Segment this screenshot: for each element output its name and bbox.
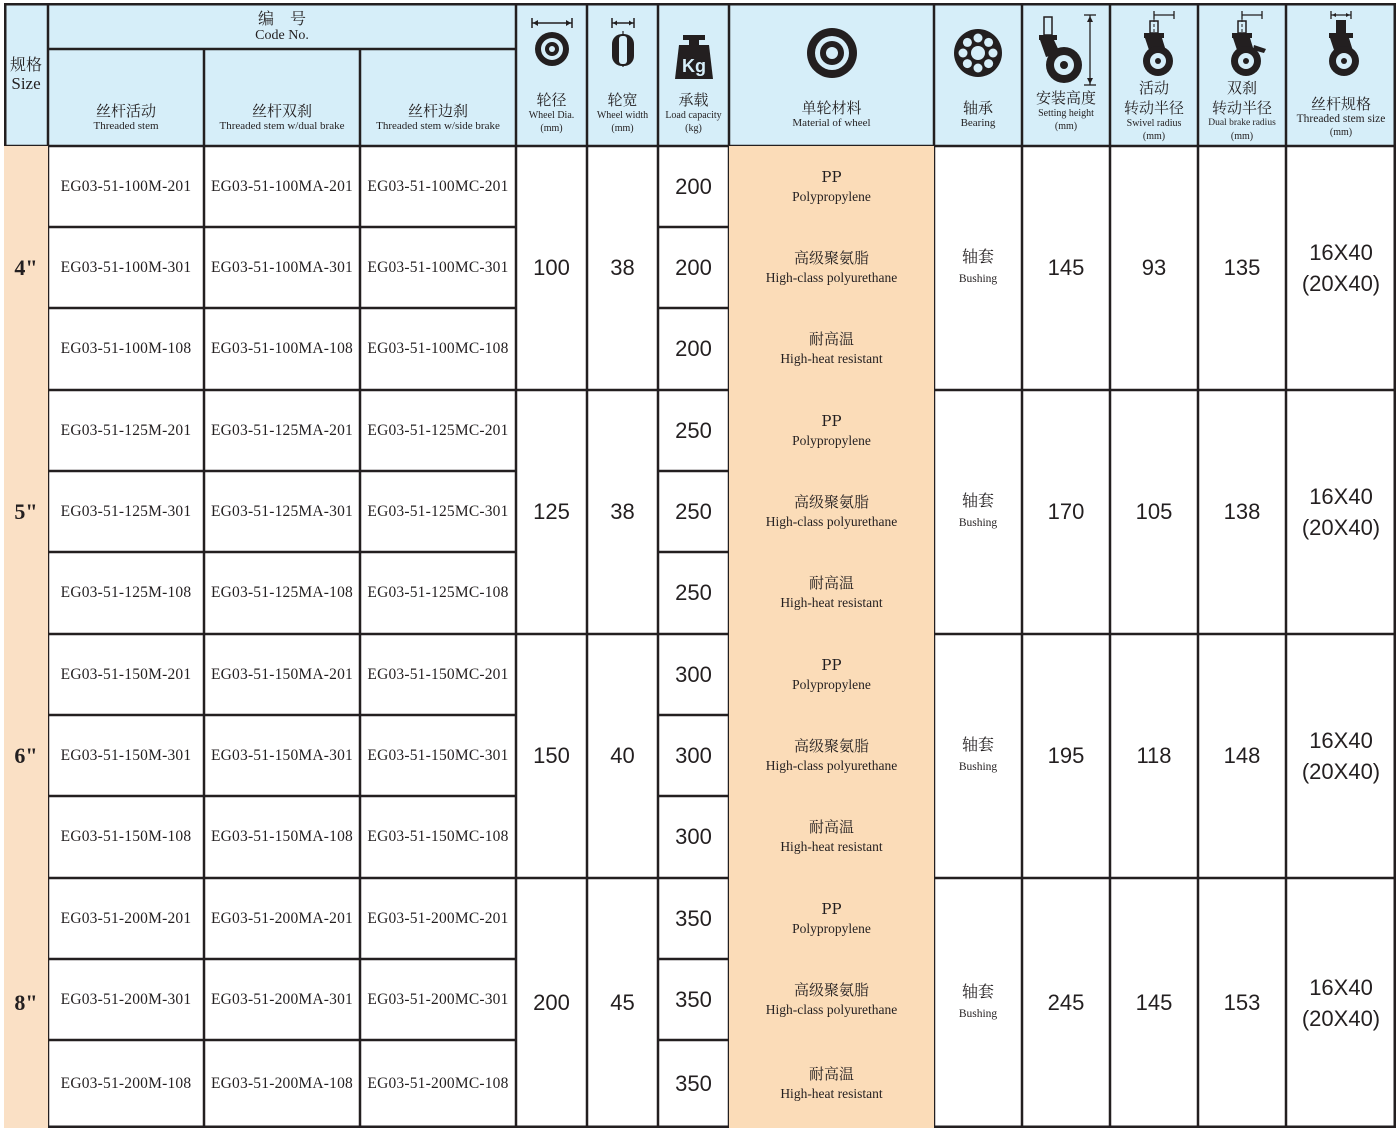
header-size — [4, 3, 48, 146]
code-threaded-stem — [48, 1040, 204, 1128]
wheel-dia-cell — [516, 634, 587, 878]
header-load-unit: (kg) — [685, 123, 702, 134]
material-en: High-class polyurethane — [765, 513, 898, 529]
stem-line1: 16X40 — [1309, 975, 1373, 1000]
size-cell — [4, 878, 48, 1128]
code-dual-brake — [204, 227, 360, 308]
code-mc: EG03-51-150MC-201 — [367, 665, 509, 683]
code-side-brake — [360, 308, 516, 390]
code-dual-brake — [204, 959, 360, 1040]
code-mc: EG03-51-100MC-201 — [367, 177, 509, 195]
code-ma: EG03-51-150MA-108 — [210, 828, 354, 845]
header-dual-brake-zh: 丝杆双刹 — [251, 102, 312, 120]
load-cell — [658, 796, 729, 878]
header-swivel-radius-en: Swivel radius — [1126, 118, 1182, 129]
swivel-radius-cell — [1110, 634, 1198, 878]
load-cell — [658, 552, 729, 634]
code-mc: EG03-51-150MC-108 — [367, 828, 509, 845]
header-bearing-en: Bearing — [960, 117, 996, 129]
code-dual-brake — [204, 715, 360, 796]
load-value: 200 — [675, 173, 712, 199]
code-ma: EG03-51-150MA-201 — [210, 665, 354, 683]
swivel-radius-cell — [1110, 146, 1198, 390]
code-side-brake — [360, 227, 516, 308]
header-side-brake-zh: 丝杆边刹 — [407, 102, 468, 120]
header-wheel-dia-en: Wheel Dia. — [528, 110, 575, 121]
load-cell — [658, 959, 729, 1040]
material-en: High-class polyurethane — [765, 269, 898, 285]
setting-height-cell — [1022, 634, 1110, 878]
header-swivel-radius-zh1: 活动 — [1138, 79, 1169, 97]
header-swivel-radius-zh2: 转动半径 — [1123, 99, 1184, 117]
header-wheel-width-en: Wheel width — [596, 110, 649, 121]
header-threaded-stem — [48, 49, 204, 146]
material-cell — [729, 552, 934, 634]
code-ma: EG03-51-200MA-108 — [210, 1075, 354, 1092]
stem-line2: (20X40) — [1301, 271, 1381, 296]
load-value: 250 — [675, 417, 712, 443]
material-cell — [729, 471, 934, 552]
wheel-width-value: 38 — [610, 499, 635, 524]
load-cell — [658, 634, 729, 715]
header-setting-height-unit: (mm) — [1054, 121, 1078, 132]
code-m: EG03-51-200M-108 — [60, 1075, 192, 1092]
load-value: 250 — [675, 498, 712, 524]
bearing-cell — [934, 390, 1022, 634]
code-mc: EG03-51-200MC-201 — [367, 909, 509, 927]
wheel-dia-cell — [516, 878, 587, 1128]
material-en: High-heat resistant — [780, 351, 883, 366]
code-dual-brake — [204, 552, 360, 634]
material-zh: 高级聚氨脂 — [793, 248, 869, 267]
load-value: 350 — [675, 1071, 712, 1096]
code-threaded-stem — [48, 796, 204, 878]
wheel-diameter-icon — [527, 17, 577, 85]
code-side-brake — [360, 878, 516, 959]
code-threaded-stem — [48, 308, 204, 390]
code-ma: EG03-51-125MA-301 — [210, 502, 354, 520]
material-zh: 高级聚氨脂 — [793, 492, 869, 511]
setting-height-value: 195 — [1047, 743, 1085, 768]
material-cell — [729, 390, 934, 471]
stem-line1: 16X40 — [1309, 240, 1373, 265]
load-value: 300 — [675, 824, 712, 849]
bearing-en: Bushing — [958, 1008, 998, 1020]
wheel-dia-value: 150 — [533, 743, 570, 768]
material-en: High-heat resistant — [780, 839, 883, 854]
material-zh: 高级聚氨脂 — [793, 736, 869, 755]
swivel-radius-value: 118 — [1136, 743, 1172, 768]
wheel-width-value: 45 — [610, 990, 635, 1015]
material-cell — [729, 878, 934, 959]
code-threaded-stem — [48, 715, 204, 796]
dual-brake-radius-value: 148 — [1223, 743, 1261, 768]
load-value: 300 — [675, 661, 712, 687]
header-wheel-dia-zh: 轮径 — [536, 91, 567, 109]
code-side-brake — [360, 552, 516, 634]
stem-line1: 16X40 — [1309, 484, 1373, 509]
header-wheel-dia — [516, 3, 587, 146]
code-ma: EG03-51-125MA-201 — [210, 421, 354, 439]
load-cell — [658, 1040, 729, 1128]
header-stem-size — [1286, 3, 1396, 146]
code-threaded-stem — [48, 959, 204, 1040]
code-dual-brake — [204, 308, 360, 390]
code-m: EG03-51-125M-301 — [60, 502, 192, 520]
code-threaded-stem — [48, 390, 204, 471]
code-side-brake — [360, 471, 516, 552]
code-ma: EG03-51-150MA-301 — [210, 746, 354, 764]
code-m: EG03-51-200M-201 — [60, 909, 192, 927]
header-setting-height — [1022, 3, 1110, 146]
header-stem-size-unit: (mm) — [1329, 127, 1353, 138]
header-swivel-radius — [1110, 3, 1198, 146]
load-cell — [658, 390, 729, 471]
size-label: 4" — [14, 255, 38, 280]
header-wheel-width — [587, 3, 658, 146]
material-zh: 高级聚氨脂 — [793, 980, 869, 999]
code-m: EG03-51-100M-201 — [60, 177, 192, 195]
header-dual-brake-radius-en: Dual brake radius — [1208, 118, 1276, 128]
bearing-cell — [934, 878, 1022, 1128]
header-load — [658, 3, 729, 146]
code-ma: EG03-51-125MA-108 — [210, 584, 354, 601]
caster-dual-brake-icon — [1212, 11, 1272, 79]
code-ma: EG03-51-100MA-201 — [210, 177, 354, 195]
header-side-brake-en: Threaded stem w/side brake — [376, 120, 500, 132]
stem-size-cell — [1286, 146, 1396, 390]
caster-spec-table — [4, 3, 1396, 1128]
code-mc: EG03-51-100MC-301 — [367, 258, 509, 276]
wheel-width-value: 40 — [610, 743, 635, 768]
dual-brake-radius-cell — [1198, 878, 1286, 1128]
header-setting-height-en: Setting height — [1038, 108, 1094, 119]
bearing-cell — [934, 146, 1022, 390]
setting-height-cell — [1022, 878, 1110, 1128]
material-en: Polypropylene — [792, 188, 871, 204]
header-code-group-en: Code No. — [255, 27, 309, 43]
code-side-brake — [360, 634, 516, 715]
code-dual-brake — [204, 390, 360, 471]
header-bearing — [934, 3, 1022, 146]
setting-height-cell — [1022, 390, 1110, 634]
swivel-radius-value: 105 — [1135, 499, 1173, 524]
code-ma: EG03-51-200MA-201 — [210, 909, 354, 927]
code-mc: EG03-51-200MC-301 — [367, 990, 509, 1008]
material-en: High-class polyurethane — [765, 757, 898, 773]
material-en: Polypropylene — [792, 920, 871, 936]
header-swivel-radius-unit: (mm) — [1142, 131, 1166, 142]
material-en: Polypropylene — [792, 432, 871, 448]
code-mc: EG03-51-100MC-108 — [367, 340, 509, 357]
wheel-width-value: 38 — [610, 255, 635, 280]
stem-line2: (20X40) — [1301, 1006, 1381, 1031]
code-dual-brake — [204, 1040, 360, 1128]
dual-brake-radius-value: 153 — [1223, 990, 1261, 1015]
setting-height-cell — [1022, 146, 1110, 390]
bearing-en: Bushing — [958, 273, 998, 285]
code-m: EG03-51-100M-301 — [60, 258, 192, 276]
material-en: High-class polyurethane — [765, 1001, 898, 1017]
load-cell — [658, 471, 729, 552]
load-value: 300 — [675, 742, 712, 768]
material-cell — [729, 796, 934, 878]
material-zh: PP — [821, 167, 842, 186]
size-label: 6" — [14, 743, 38, 768]
code-threaded-stem — [48, 878, 204, 959]
bearing-zh: 轴套 — [961, 735, 994, 754]
material-zh: 耐高温 — [808, 574, 854, 592]
setting-height-value: 145 — [1047, 255, 1085, 280]
material-zh: 耐高温 — [808, 1065, 854, 1083]
material-cell — [729, 634, 934, 715]
material-cell — [729, 227, 934, 308]
caster-swivel-icon — [1124, 11, 1184, 79]
code-m: EG03-51-125M-201 — [60, 421, 192, 439]
code-threaded-stem — [48, 146, 204, 227]
wheel-dia-cell — [516, 146, 587, 390]
code-mc: EG03-51-150MC-301 — [367, 746, 509, 764]
stem-size-cell — [1286, 878, 1396, 1128]
load-value: 200 — [675, 336, 712, 361]
size-label: 5" — [14, 499, 38, 524]
code-threaded-stem — [48, 552, 204, 634]
code-m: EG03-51-200M-301 — [60, 990, 192, 1008]
header-stem-size-zh: 丝杆规格 — [1310, 95, 1371, 113]
load-cell — [658, 146, 729, 227]
code-side-brake — [360, 959, 516, 1040]
size-cell — [4, 634, 48, 878]
header-bearing-zh: 轴承 — [962, 99, 993, 117]
swivel-radius-cell — [1110, 878, 1198, 1128]
code-side-brake — [360, 796, 516, 878]
load-cell — [658, 308, 729, 390]
code-dual-brake — [204, 878, 360, 959]
load-value: 350 — [675, 986, 712, 1012]
dual-brake-radius-value: 135 — [1223, 255, 1261, 280]
header-material-zh: 单轮材料 — [801, 99, 862, 117]
material-zh: 耐高温 — [808, 818, 854, 836]
code-side-brake — [360, 390, 516, 471]
setting-height-value: 245 — [1047, 990, 1085, 1015]
header-dual-brake-radius-zh1: 双刹 — [1226, 79, 1257, 97]
code-dual-brake — [204, 634, 360, 715]
code-threaded-stem — [48, 471, 204, 552]
code-ma: EG03-51-200MA-301 — [210, 990, 354, 1008]
setting-height-value: 170 — [1047, 499, 1085, 524]
header-load-zh: 承载 — [678, 91, 709, 109]
bearing-en: Bushing — [958, 761, 998, 773]
bearing-en: Bushing — [958, 517, 998, 529]
dual-brake-radius-cell — [1198, 390, 1286, 634]
wheel-dia-value: 100 — [533, 255, 570, 280]
material-en: Polypropylene — [792, 676, 871, 692]
material-zh: PP — [821, 655, 842, 674]
code-dual-brake — [204, 471, 360, 552]
stem-line2: (20X40) — [1301, 515, 1381, 540]
swivel-radius-cell — [1110, 390, 1198, 634]
wheel-width-cell — [587, 878, 658, 1128]
code-threaded-stem — [48, 227, 204, 308]
header-wheel-dia-unit: (mm) — [540, 123, 563, 134]
stem-size-cell — [1286, 634, 1396, 878]
header-size-en: Size — [11, 73, 41, 93]
header-setting-height-zh: 安装高度 — [1035, 89, 1096, 107]
material-zh: 耐高温 — [808, 330, 854, 348]
swivel-radius-value: 145 — [1135, 990, 1173, 1015]
code-mc: EG03-51-125MC-201 — [367, 421, 509, 439]
bearing-icon — [948, 17, 1008, 85]
wheel-material-icon — [802, 17, 862, 85]
code-dual-brake — [204, 146, 360, 227]
header-size-zh: 规格 — [9, 54, 42, 74]
material-zh: PP — [821, 899, 842, 918]
stem-size-cell — [1286, 390, 1396, 634]
header-stem-size-en: Threaded stem size — [1296, 113, 1386, 125]
header-wheel-width-zh: 轮宽 — [607, 91, 638, 109]
code-m: EG03-51-150M-201 — [60, 665, 192, 683]
header-wheel-width-unit: (mm) — [611, 123, 634, 134]
header-code-group-zh: 编 号 — [257, 8, 306, 28]
code-dual-brake — [204, 796, 360, 878]
code-mc: EG03-51-125MC-108 — [367, 584, 509, 601]
code-side-brake — [360, 146, 516, 227]
header-threaded-stem-en: Threaded stem — [93, 120, 159, 132]
material-cell — [729, 1040, 934, 1128]
size-cell — [4, 390, 48, 634]
wheel-width-cell — [587, 146, 658, 390]
material-zh: PP — [821, 411, 842, 430]
code-threaded-stem — [48, 634, 204, 715]
dual-brake-radius-cell — [1198, 634, 1286, 878]
wheel-dia-cell — [516, 390, 587, 634]
wheel-width-cell — [587, 390, 658, 634]
code-side-brake — [360, 1040, 516, 1128]
dual-brake-radius-cell — [1198, 146, 1286, 390]
bearing-cell — [934, 634, 1022, 878]
code-m: EG03-51-150M-108 — [60, 828, 192, 845]
code-side-brake — [360, 715, 516, 796]
caster-height-icon — [1026, 13, 1106, 89]
wheel-dia-value: 200 — [533, 990, 570, 1015]
load-value: 250 — [675, 580, 712, 605]
header-dual-brake-radius-unit: (mm) — [1230, 131, 1254, 142]
stem-line1: 16X40 — [1309, 728, 1373, 753]
header-code-group — [48, 3, 516, 49]
header-dual-brake — [204, 49, 360, 146]
swivel-radius-value: 93 — [1141, 255, 1167, 280]
kg-icon-text: Kg — [681, 56, 706, 76]
stem-line2: (20X40) — [1301, 759, 1381, 784]
code-mc: EG03-51-125MC-301 — [367, 502, 509, 520]
load-value: 350 — [675, 905, 712, 931]
size-label: 8" — [14, 990, 38, 1015]
header-material — [729, 3, 934, 146]
material-cell — [729, 308, 934, 390]
header-dual-brake-radius-zh2: 转动半径 — [1211, 99, 1272, 117]
load-cell — [658, 715, 729, 796]
code-mc: EG03-51-200MC-108 — [367, 1075, 509, 1092]
code-m: EG03-51-150M-301 — [60, 746, 192, 764]
load-cell — [658, 227, 729, 308]
material-cell — [729, 959, 934, 1040]
wheel-width-icon — [598, 17, 648, 85]
header-load-en: Load capacity — [665, 110, 722, 121]
code-ma: EG03-51-100MA-301 — [210, 258, 354, 276]
kg-weight-icon — [669, 17, 719, 85]
caster-stem-icon — [1311, 11, 1371, 79]
header-dual-brake-en: Threaded stem w/dual brake — [219, 120, 345, 132]
wheel-width-cell — [587, 634, 658, 878]
material-en: High-heat resistant — [780, 1086, 883, 1101]
code-m: EG03-51-100M-108 — [60, 340, 192, 357]
header-threaded-stem-zh: 丝杆活动 — [95, 102, 156, 120]
load-value: 200 — [675, 254, 712, 280]
header-dual-brake-radius — [1198, 3, 1286, 146]
header-material-en: Material of wheel — [792, 117, 871, 129]
size-cell — [4, 146, 48, 390]
material-en: High-heat resistant — [780, 595, 883, 610]
header-side-brake — [360, 49, 516, 146]
bearing-zh: 轴套 — [961, 247, 994, 266]
wheel-dia-value: 125 — [533, 499, 570, 524]
bearing-zh: 轴套 — [961, 982, 994, 1001]
bearing-zh: 轴套 — [961, 491, 994, 510]
code-m: EG03-51-125M-108 — [60, 584, 192, 601]
code-ma: EG03-51-100MA-108 — [210, 340, 354, 357]
material-cell — [729, 715, 934, 796]
load-cell — [658, 878, 729, 959]
dual-brake-radius-value: 138 — [1223, 499, 1261, 524]
material-cell — [729, 146, 934, 227]
